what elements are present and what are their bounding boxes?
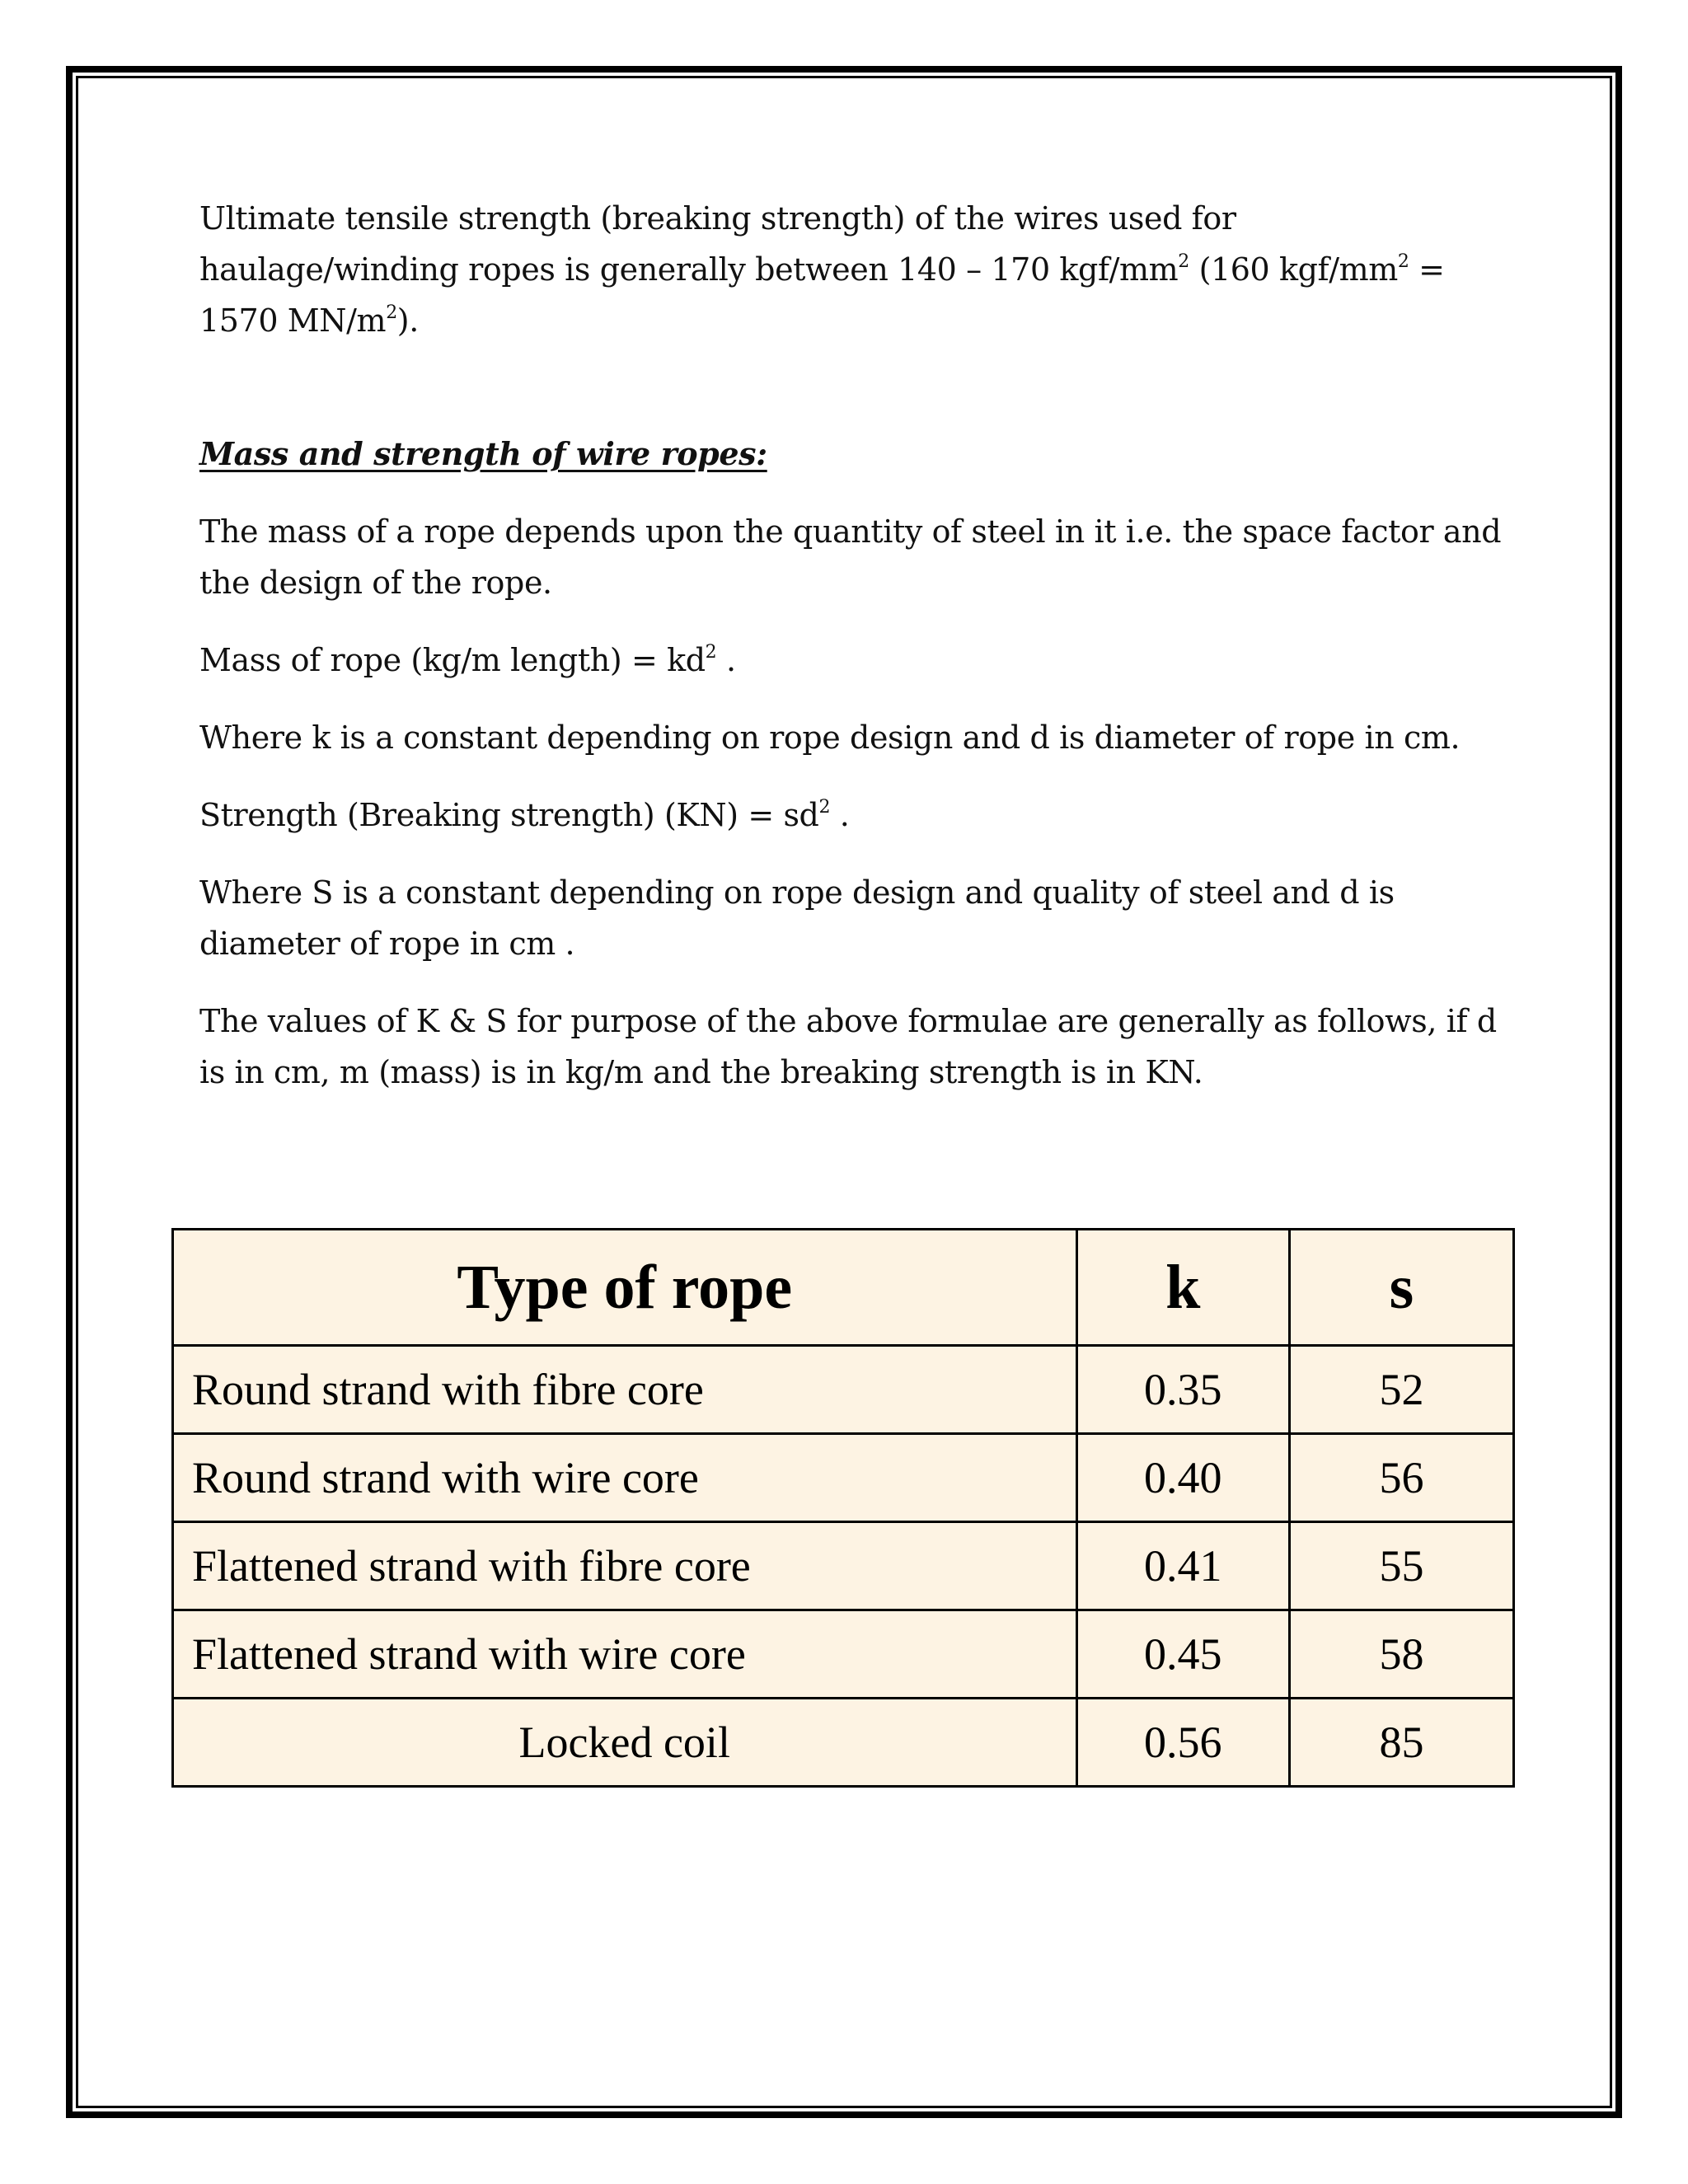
cell-s-value: 58 (1289, 1610, 1513, 1699)
cell-k-value: 0.35 (1076, 1346, 1289, 1434)
text-run: = 1570 MN/m (199, 251, 1445, 339)
cell-s-value: 52 (1289, 1346, 1513, 1434)
table-row (173, 1610, 1514, 1699)
section-heading: Mass and strength of wire ropes: (199, 435, 767, 472)
table-row (173, 1346, 1514, 1434)
superscript: 2 (1397, 251, 1409, 272)
header-k: k (1076, 1230, 1289, 1346)
cell-k-value: 0.45 (1076, 1610, 1289, 1699)
table-row (173, 1434, 1514, 1522)
text-run: ). (396, 302, 419, 339)
cell-s-value: 55 (1289, 1522, 1513, 1610)
rope-constants-table (171, 1228, 1515, 1788)
table-row (173, 1699, 1514, 1787)
superscript: 2 (386, 302, 397, 323)
text-run: . (716, 642, 736, 678)
paragraph-tensile-strength (199, 193, 1502, 346)
table-row (173, 1522, 1514, 1610)
header-s: s (1289, 1230, 1513, 1346)
paragraph-k-definition: Where k is a constant depending on rope design and d is diameter of rope in cm. (199, 719, 1461, 756)
text-run: . (830, 797, 850, 833)
text-run: Strength (Breaking strength) (KN) = sd (199, 797, 819, 833)
paragraph-mass-formula (199, 635, 1502, 686)
paragraph-mass-intro: The mass of a rope depends upon the quantity of steel in it i.e. the space factor and the design of the rope. (199, 513, 1502, 601)
header-type-of-rope: Type of rope (173, 1230, 1077, 1346)
cell-rope-type: Round strand with fibre core (173, 1346, 1077, 1434)
cell-rope-type: Round strand with wire core (173, 1434, 1077, 1522)
cell-rope-type: Flattened strand with fibre core (173, 1522, 1077, 1610)
paragraph-strength-formula (199, 790, 1502, 841)
superscript: 2 (818, 797, 831, 818)
cell-rope-type: Locked coil (173, 1699, 1077, 1787)
superscript: 2 (705, 642, 717, 663)
cell-s-value: 85 (1289, 1699, 1513, 1787)
cell-k-value: 0.40 (1076, 1434, 1289, 1522)
cell-rope-type: Flattened strand with wire core (173, 1610, 1077, 1699)
text-run: Mass of rope (kg/m length) = kd (199, 642, 706, 678)
superscript: 2 (1178, 251, 1189, 272)
document-body (199, 193, 1502, 1098)
cell-s-value: 56 (1289, 1434, 1513, 1522)
table-header-row (173, 1230, 1514, 1346)
text-run: Ultimate tensile strength (breaking strength) of the wires used for haulage/winding ropes is generally between 140 – 170 kgf/mm (199, 200, 1236, 288)
cell-k-value: 0.56 (1076, 1699, 1289, 1787)
paragraph-s-definition: Where S is a constant depending on rope design and quality of steel and d is diameter of rope in cm . (199, 874, 1395, 962)
text-run: (160 kgf/mm (1189, 251, 1398, 288)
cell-k-value: 0.41 (1076, 1522, 1289, 1610)
paragraph-table-intro: The values of K & S for purpose of the above formulae are generally as follows, if d is in cm, m (mass) is in kg/m and the breaking strength is in KN. (199, 1003, 1497, 1090)
